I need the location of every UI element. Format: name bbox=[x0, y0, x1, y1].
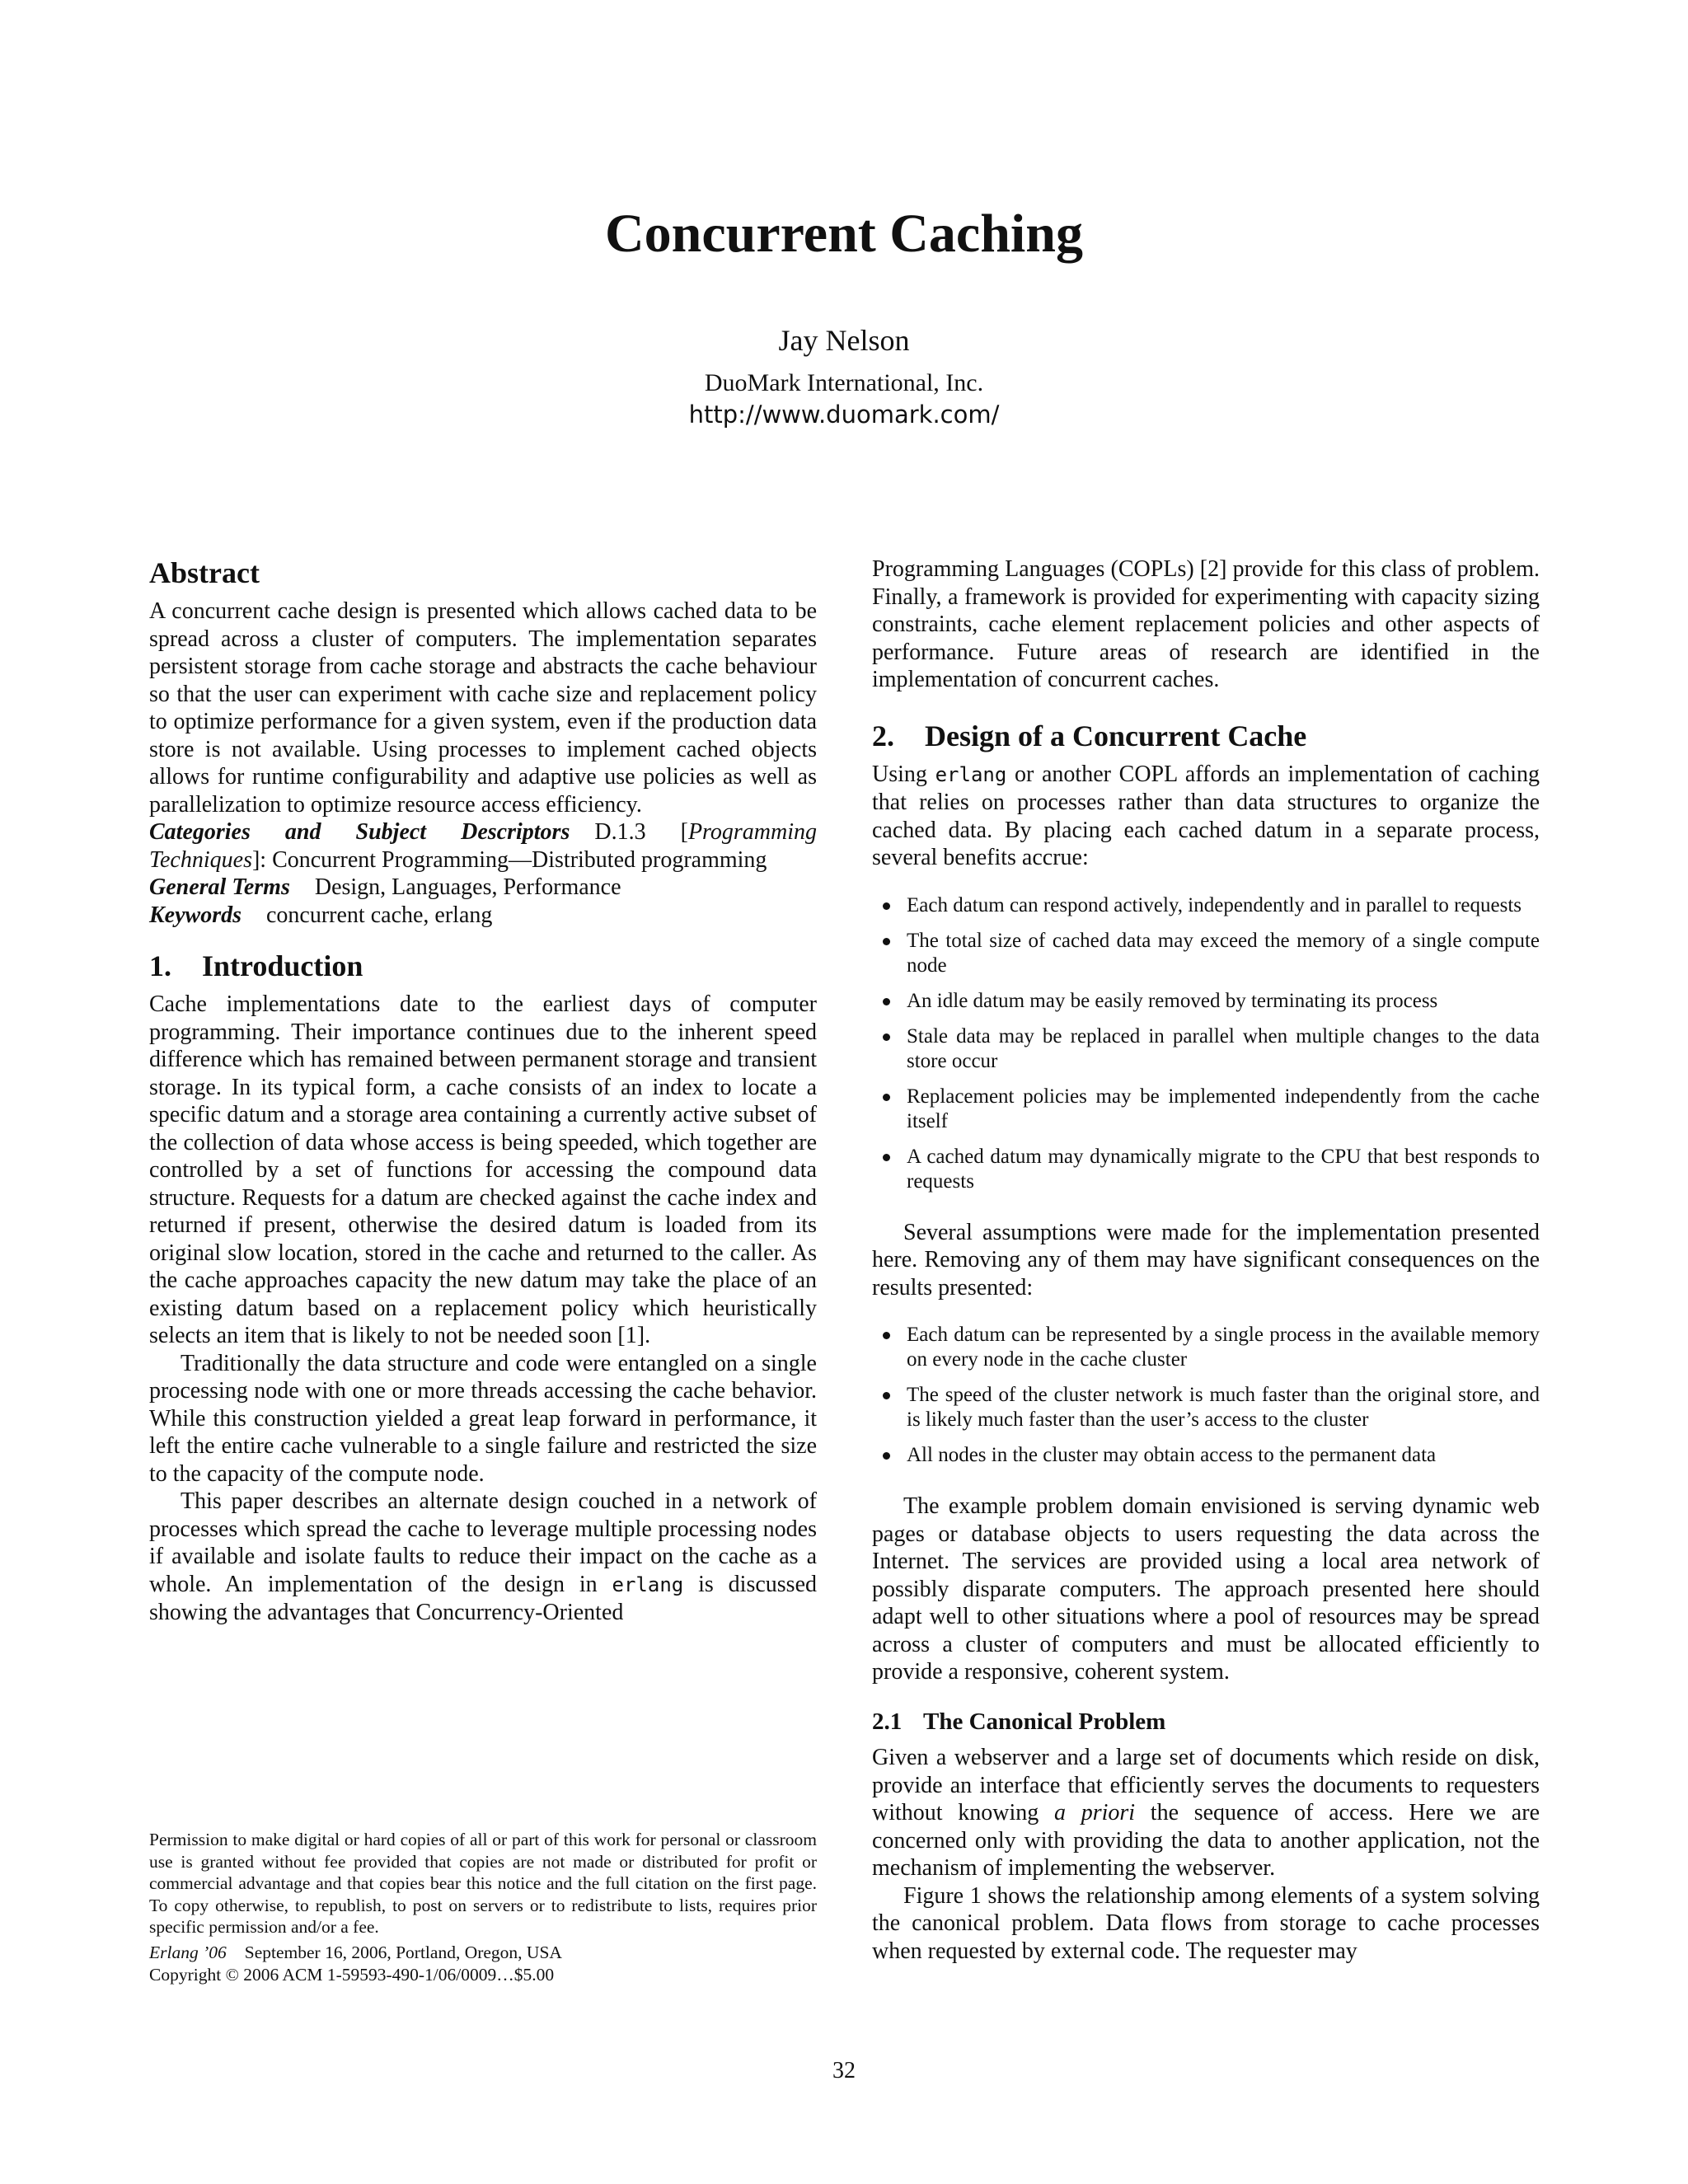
intro-continuation: Programming Languages (COPLs) [2] provide for this class of problem. Finally, a framework is provided for experimenting with capacity sizing constraints, cache element replacement policies and other aspects of performance. Future areas of research are identified in the implementation of concurrent caches. bbox=[872, 556, 1540, 692]
canonical-heading bbox=[872, 1708, 1540, 1736]
permission-notice: Permission to make digital or hard copies of all or part of this work for personal or classroom use is granted without fee provided that copies are not made or distributed for profit or commercial advantage and that copies bear this notice and the full citation on the first page. To copy otherwise, to republish, to post on servers or to redistribute to lists, requires prior specific permission and/or a fee. bbox=[149, 1830, 817, 1937]
section-number: 1. bbox=[149, 949, 171, 983]
section-title: Introduction bbox=[202, 949, 363, 983]
abstract-text: A concurrent cache design is presented which allows cached data to be spread across a cluster of computers. The implementation separates persistent storage from cache storage and abstracts the cache behaviour so that the user can experiment with cache size and replacement policy to optimize performance for a given system, even if the production data store is not available. Using processes to implement cached objects allows for runtime configurability and adaptive use policies as well as parallelization to optimize resource access efficiency. bbox=[149, 598, 817, 818]
categories-rest: ]: Concurrent Programming—Distributed programming bbox=[251, 846, 767, 873]
intro-paragraph-2: Traditionally the data structure and code were entangled on a single processing node with one or more threads accessing the cache behavior. While this construction yielded a great leap forward in performance, it left the entire cache vulnerable to a single failure and restricted the size to the capacity of the compute node. bbox=[149, 1350, 817, 1487]
keywords-label: Keywords bbox=[149, 902, 241, 928]
inline-code-erlang: erlang bbox=[612, 1572, 684, 1596]
right-column bbox=[872, 555, 1540, 1965]
copyright-line: Copyright © 2006 ACM 1-59593-490-1/06/0009…$5.00 bbox=[149, 1964, 555, 1985]
author-affiliation: DuoMark International, Inc. bbox=[704, 369, 984, 396]
subsection-number: 2.1 bbox=[872, 1708, 903, 1735]
general-terms-value: Design, Languages, Performance bbox=[314, 874, 621, 901]
subsection-title: The Canonical Problem bbox=[923, 1708, 1166, 1735]
paper-title: Concurrent Caching bbox=[605, 204, 1083, 264]
design-heading bbox=[872, 719, 1540, 754]
list-item: Replacement policies may be implemented independently from the cache itself bbox=[872, 1085, 1540, 1134]
keywords-value: concurrent cache, erlang bbox=[266, 902, 493, 928]
categories-topic: Programming Techniques bbox=[149, 819, 818, 873]
design-paragraph-1 bbox=[872, 761, 1540, 872]
conference-details: September 16, 2006, Portland, Oregon, USA bbox=[244, 1943, 562, 1962]
canonical-p1-emphasis: a priori bbox=[1054, 1800, 1136, 1826]
author-url: http://www.duomark.com/ bbox=[688, 401, 1000, 429]
canonical-paragraph-1 bbox=[872, 1744, 1540, 1882]
canonical-p1-text-a: Given a webserver and a large set of documents which reside on disk, provide an interface that efficiently serves the documents to requesters without knowing bbox=[872, 1745, 1540, 1826]
conference-info bbox=[149, 1942, 817, 1985]
page-number: 32 bbox=[832, 2058, 856, 2083]
list-item: All nodes in the cluster may obtain access to the permanent data bbox=[872, 1443, 1540, 1468]
list-item: Each datum can respond actively, independently and in parallel to requests bbox=[872, 893, 1540, 918]
list-item: An idle datum may be easily removed by terminating its process bbox=[872, 989, 1540, 1014]
left-column bbox=[149, 555, 817, 1627]
list-item: The speed of the cluster network is much faster than the original store, and is likely much faster than the user’s access to the cluster bbox=[872, 1383, 1540, 1432]
design-p1-text-b: or another COPL affords an implementation of caching that relies on processes rather than data structures to organize the cached data. By placing each cached datum in a separate process, several benefits accrue: bbox=[872, 761, 1540, 871]
conference-venue: Erlang ’06 bbox=[149, 1943, 227, 1962]
categories-code: D.1.3 [ bbox=[594, 819, 688, 846]
intro-p3-text-a: This paper describes an alternate design couched in a network of processes which spread the cache to leverage multiple processing nodes if available and isolate faults to reduce their impact on the cache as a whole. An implementation of the design in bbox=[149, 1488, 817, 1597]
categories-descriptors bbox=[149, 818, 817, 874]
list-item: A cached datum may dynamically migrate to the CPU that best responds to requests bbox=[872, 1145, 1540, 1194]
canonical-p1-text-b: the sequence of access. Here we are concerned only with providing the data to another application, not the mechanism of implementing the webserver. bbox=[872, 1800, 1540, 1882]
author-name: Jay Nelson bbox=[778, 324, 910, 357]
canonical-paragraph-2: Figure 1 shows the relationship among elements of a system solving the canonical problem. Data flows from storage to cache processes when requested by external code. The requester may bbox=[872, 1882, 1540, 1964]
intro-paragraph-3 bbox=[149, 1488, 817, 1627]
list-item: Each datum can be represented by a single process in the available memory on every node in the cache cluster bbox=[872, 1323, 1540, 1372]
abstract-heading: Abstract bbox=[149, 556, 260, 589]
general-terms-label: General Terms bbox=[149, 874, 290, 901]
list-item: Stale data may be replaced in parallel when multiple changes to the data store occur bbox=[872, 1024, 1540, 1074]
design-p1-text-a: Using bbox=[872, 761, 935, 787]
keywords bbox=[149, 902, 817, 930]
intro-p3-text-b: is discussed showing the advantages that Concurrency-Oriented bbox=[149, 1571, 818, 1626]
intro-heading bbox=[149, 949, 817, 984]
inline-code-erlang: erlang bbox=[935, 762, 1007, 786]
conference-venue-line bbox=[149, 1942, 817, 1964]
benefits-list bbox=[872, 893, 1540, 1194]
section-number: 2. bbox=[872, 719, 894, 752]
intro-paragraph-1: Cache implementations date to the earliest days of computer programming. Their importance continues due to the inherent speed difference which has remained between permanent storage and transient storage. In its typical form, a cache consists of an index to locate a specific datum and a storage area containing a currently active subset of the collection of data whose access is being speeded, which together are controlled by a set of functions for accessing the compound data structure. Requests for a datum are checked against the cache index and returned if present, otherwise the desired datum is loaded from its original slow location, stored in the cache and returned to the caller. As the cache approaches capacity the new datum may take the place of an existing datum based on a replacement policy which heuristically selects an item that is likely to not be needed soon [1]. bbox=[149, 991, 817, 1349]
list-item: The total size of cached data may exceed the memory of a single compute node bbox=[872, 929, 1540, 978]
assumptions-list bbox=[872, 1323, 1540, 1468]
section-title: Design of a Concurrent Cache bbox=[925, 719, 1307, 752]
categories-label: Categories and Subject Descriptors bbox=[149, 819, 570, 846]
design-paragraph-3: The example problem domain envisioned is serving dynamic web pages or database objects to users requesting the data across the Internet. The services are provided using a local area network of possibly disparate computers. The approach presented here should adapt well to other situations where a pool of resources may be spread across a cluster of computers and must be allocated efficiently to provide a responsive, coherent system. bbox=[872, 1493, 1540, 1685]
design-paragraph-2: Several assumptions were made for the implementation presented here. Removing any of them may have significant consequences on the results presented: bbox=[872, 1219, 1540, 1301]
general-terms bbox=[149, 874, 817, 902]
